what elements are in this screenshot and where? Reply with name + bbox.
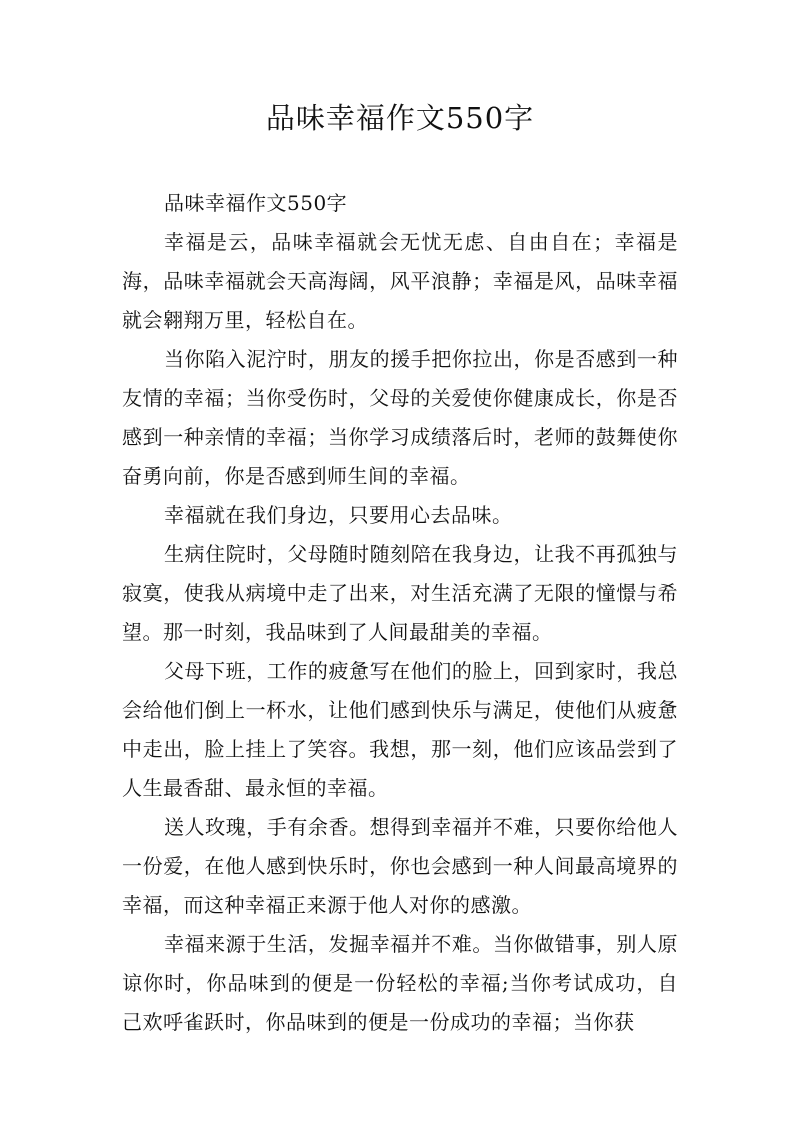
paragraph: 当你陷入泥泞时，朋友的援手把你拉出，你是否感到一种友情的幸福；当你受伤时，父母的关爱使你健康成长，你是否感到一种亲情的幸福；当你学习成绩落后时，老师的鼓舞使你奋勇向前，你是否感到师生间的幸福。 — [122, 347, 678, 488]
paragraph: 父母下班，工作的疲惫写在他们的脸上，回到家时，我总会给他们倒上一杯水，让他们感到快乐与满足，使他们从疲惫中走出，脸上挂上了笑容。我想，那一刻，他们应该品尝到了人生最香甜、最永恒的幸福。 — [122, 659, 678, 800]
paragraph: 幸福就在我们身边，只要用心去品味。 — [164, 503, 513, 527]
document-body — [122, 184, 678, 1042]
paragraph-subtitle: 品味幸福作文550字 — [164, 191, 348, 215]
paragraph: 生病住院时，父母随时随刻陪在我身边，让我不再孤独与寂寞，使我从病境中走了出来，对生活充满了无限的憧憬与希望。那一时刻，我品味到了人间最甜美的幸福。 — [122, 542, 678, 644]
paragraph: 幸福来源于生活，发掘幸福并不难。当你做错事，别人原谅你时，你品味到的便是一份轻松的幸福;当你考试成功，自己欢呼雀跃时，你品味到的便是一份成功的幸福；当你获 — [122, 932, 678, 1034]
paragraph: 送人玫瑰，手有余香。想得到幸福并不难，只要你给他人一份爱，在他人感到快乐时，你也会感到一种人间最高境界的幸福，而这种幸福正来源于他人对你的感激。 — [122, 815, 678, 917]
document-title: 品味幸福作文550字 — [265, 101, 535, 135]
paragraph: 幸福是云，品味幸福就会无忧无虑、自由自在；幸福是海，品味幸福就会天高海阔，风平浪静；幸福是风，品味幸福就会翱翔万里，轻松自在。 — [122, 230, 678, 332]
